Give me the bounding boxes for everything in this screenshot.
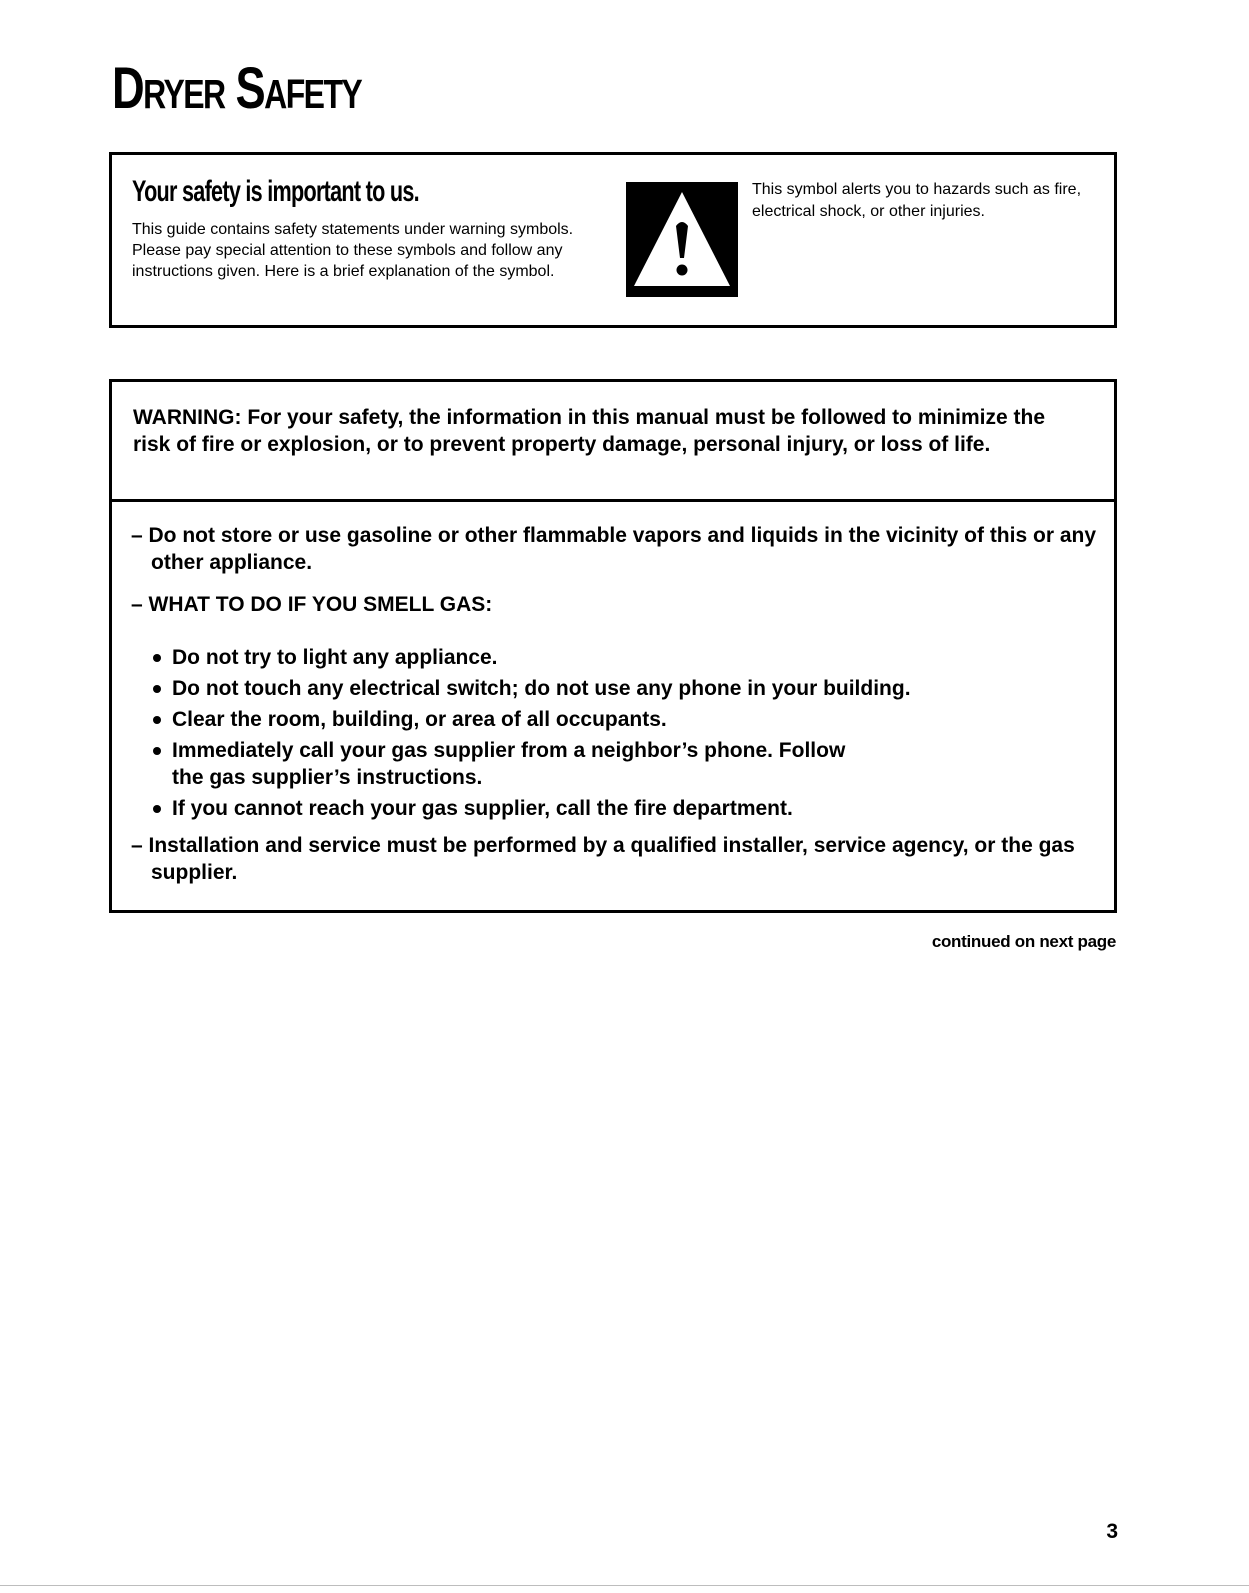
list-item-text: Clear the room, building, or area of all occupants.	[172, 708, 667, 731]
symbol-explanation: This symbol alerts you to hazards such as fire, electrical shock, or other injuries.	[752, 181, 1082, 220]
list-item-text: If you cannot reach your gas supplier, call the fire department.	[172, 797, 793, 820]
list-item	[152, 706, 1082, 733]
warning-box	[109, 379, 1117, 913]
installation-warning: – Installation and service must be performed by a qualified installer, service agency, or the gas supplier.	[131, 834, 1075, 884]
page-number: 3	[1106, 1520, 1118, 1543]
bullet-icon	[153, 747, 161, 755]
bullet-icon	[153, 805, 161, 813]
warning-statement: WARNING: For your safety, the information in this manual must be followed to minimize the risk of fire or explosion, or to prevent property damage, personal injury, or loss of life.	[133, 406, 1046, 456]
footer-rule	[0, 1585, 1249, 1586]
bullet-icon	[153, 685, 161, 693]
list-item	[152, 644, 1082, 671]
list-item	[152, 737, 872, 791]
flammable-vapors-warning: – Do not store or use gasoline or other flammable vapors and liquids in the vicinity of this or any other appliance.	[131, 524, 1097, 574]
gas-steps-list	[152, 644, 1082, 826]
continued-note: continued on next page	[931, 932, 1116, 951]
intro-heading: Your safety is important to us.	[132, 175, 419, 208]
bullet-icon	[153, 716, 161, 724]
list-item-text: Do not try to light any appliance.	[172, 646, 498, 669]
intro-text: This guide contains safety statements under warning symbols. Please pay special attention to these symbols and follow any instructions given. Here is a brief explanation of the symbol.	[132, 221, 574, 280]
list-item-text: Do not touch any electrical switch; do not use any phone in your building.	[172, 677, 911, 700]
list-item	[152, 675, 1082, 702]
smell-gas-heading: – WHAT TO DO IF YOU SMELL GAS:	[131, 593, 493, 616]
list-item	[152, 795, 1082, 822]
bullet-icon	[153, 654, 161, 662]
list-item-text: Immediately call your gas supplier from a neighbor’s phone. Follow the gas supplier’s instructions.	[172, 739, 846, 789]
safety-intro-box	[109, 152, 1117, 328]
warning-header	[112, 382, 1114, 502]
warning-triangle-icon	[626, 182, 738, 297]
page-title: Dryer Safety	[112, 56, 362, 121]
